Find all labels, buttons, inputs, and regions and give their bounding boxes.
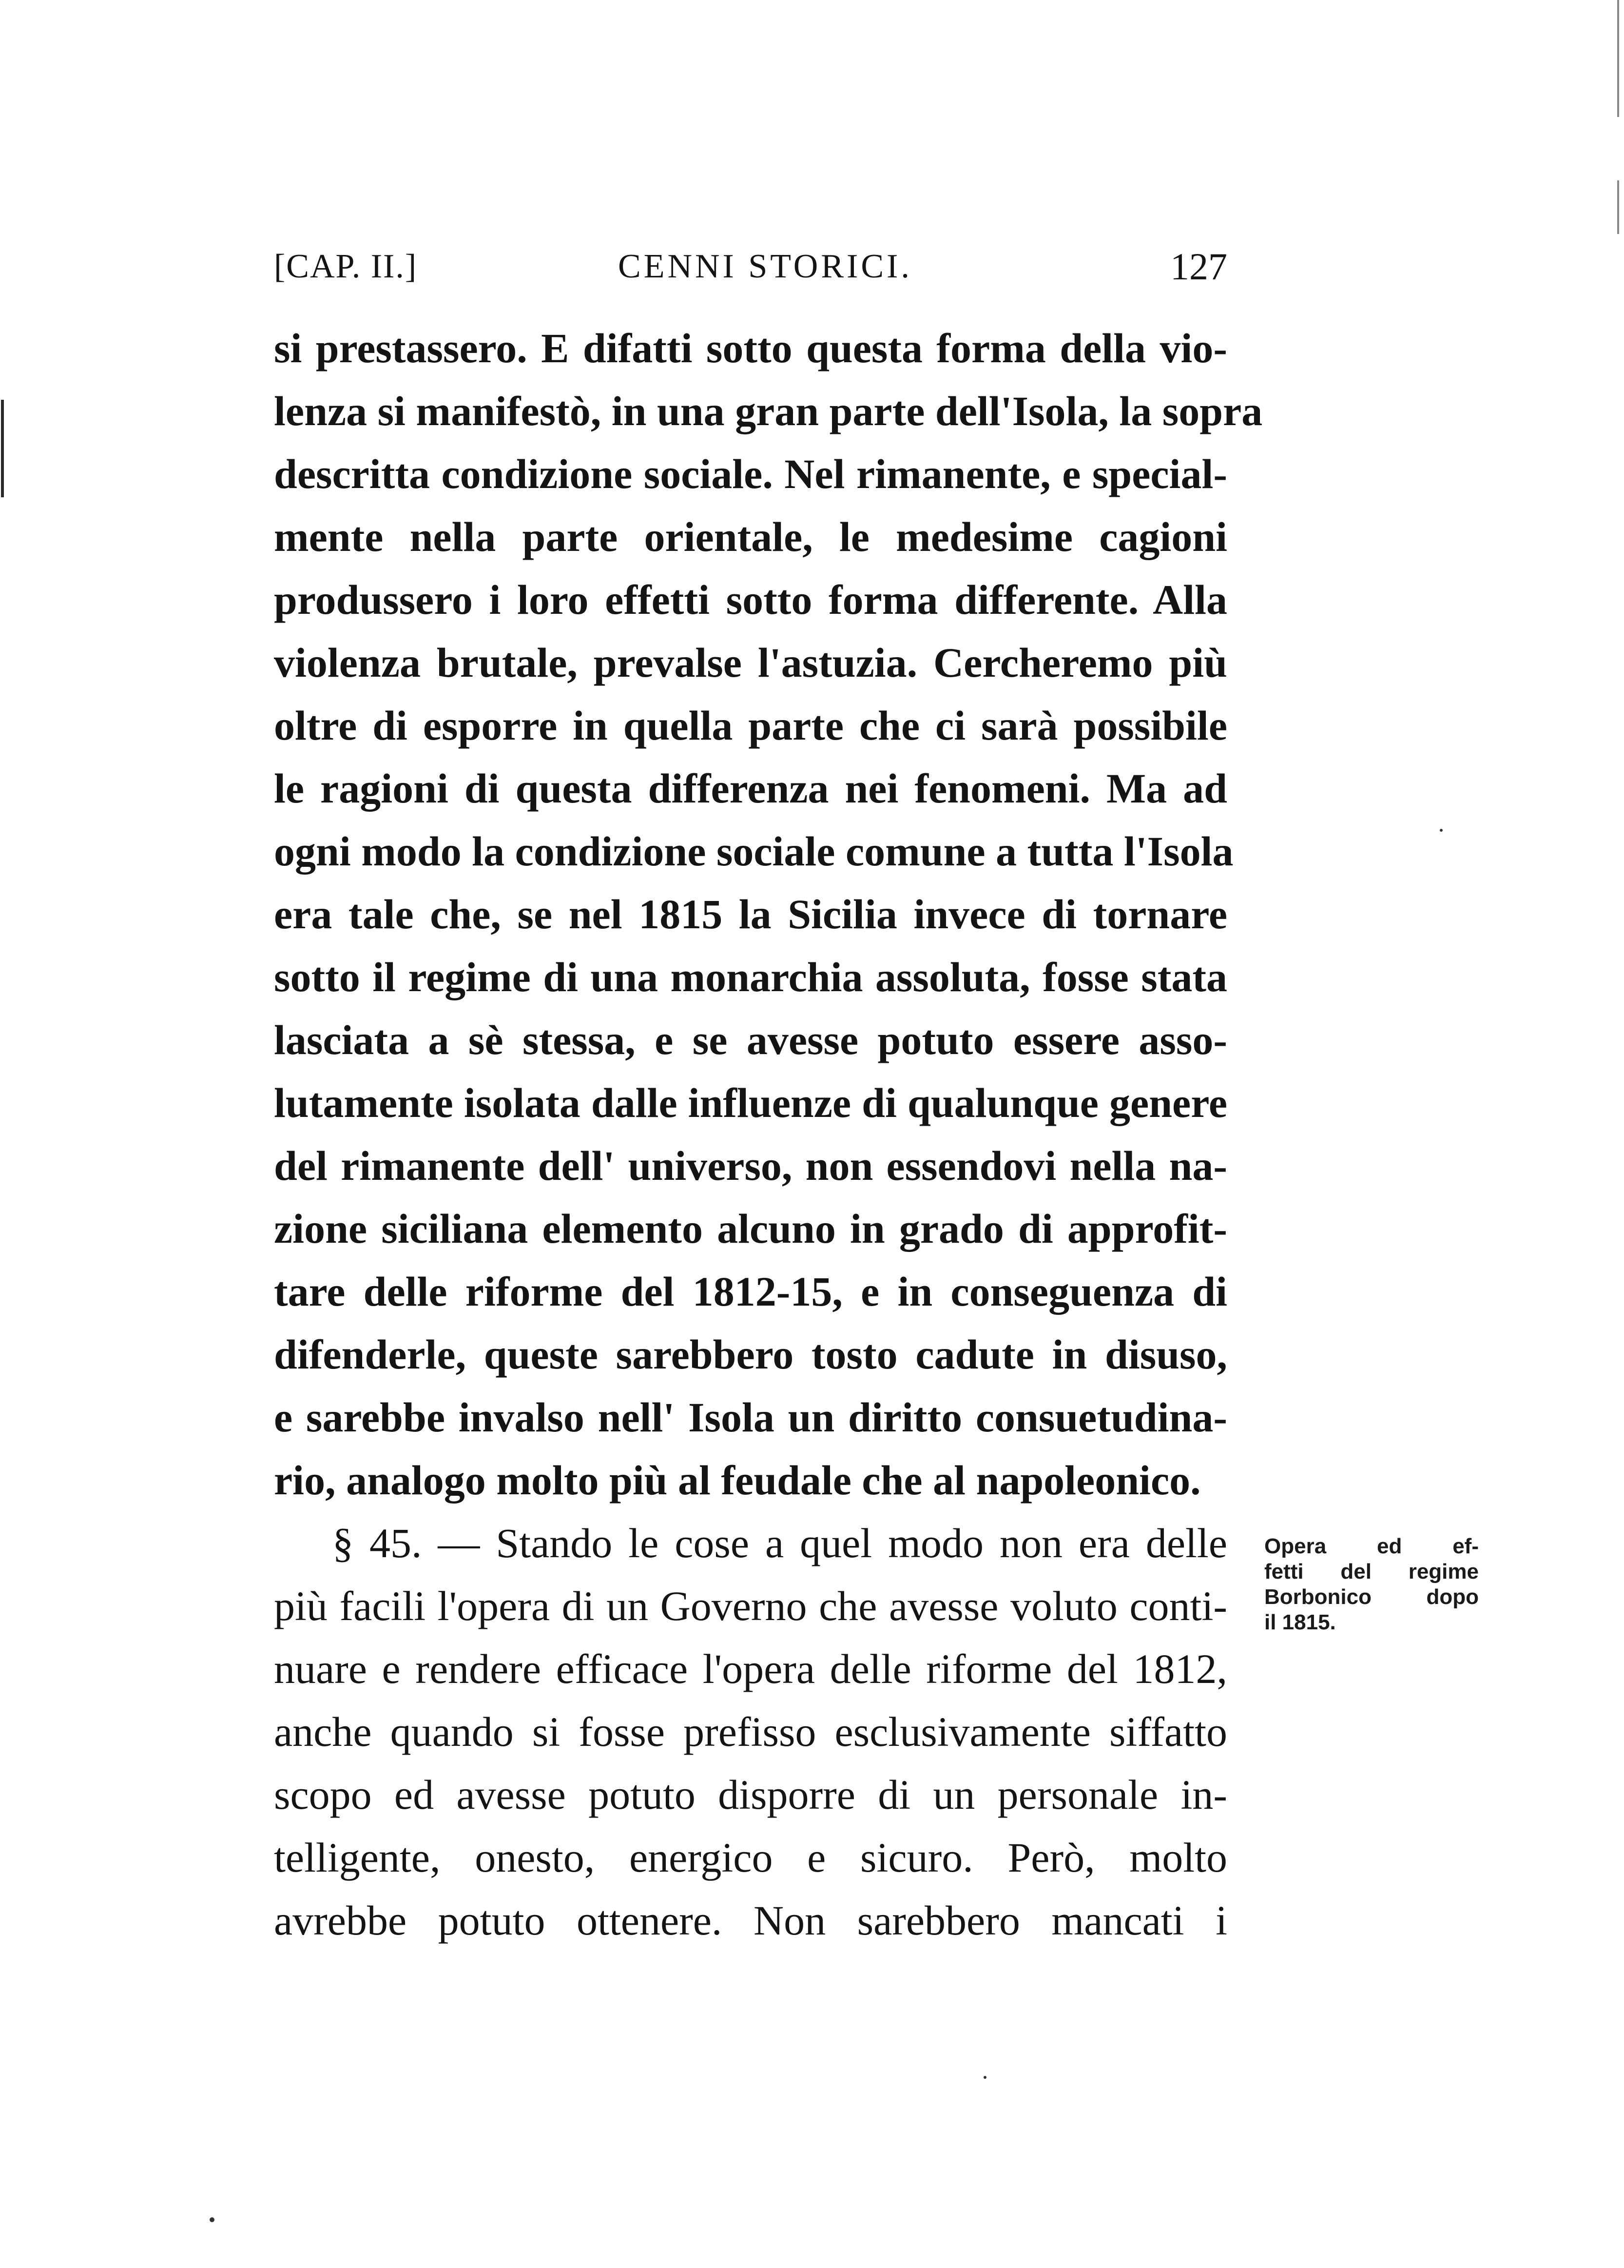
text-line: anche quando si fosse prefisso esclusivamente siffatto — [274, 1708, 1227, 1755]
margin-note-line: Borbonico dopo — [1264, 1585, 1479, 1609]
margin-note-line: Opera ed ef- — [1264, 1534, 1479, 1558]
margin-note-line: il 1815. — [1264, 1610, 1336, 1634]
text-line: descritta condizione sociale. Nel rimanente, e special- — [274, 450, 1227, 497]
scan-speck — [984, 2076, 986, 2079]
margin-note-line: fetti del regime — [1264, 1560, 1479, 1584]
text-line: e sarebbe invalso nell' Isola un diritto consuetudina- — [274, 1394, 1227, 1441]
running-header — [274, 240, 1227, 293]
text-line: violenza brutale, prevalse l'astuzia. Cercheremo più — [274, 639, 1227, 686]
page-number: 127 — [1170, 245, 1227, 288]
scan-edge-mark — [1617, 0, 1619, 117]
body-text — [274, 317, 1263, 1952]
text-line: lutamente isolata dalle influenze di qualunque genere — [274, 1079, 1227, 1126]
text-line: tare delle riforme del 1812-15, e in conseguenza di — [274, 1268, 1227, 1315]
scan-edge-mark — [1617, 180, 1619, 234]
scan-speck — [210, 2217, 214, 2222]
text-line: più facili l'opera di un Governo che avesse voluto conti- — [274, 1583, 1227, 1629]
text-line: produssero i loro effetti sotto forma differente. Alla — [274, 576, 1227, 623]
text-line: lenza si manifestò, in una gran parte dell'Isola, la sopra — [274, 388, 1263, 434]
text-line: telligente, onesto, energico e sicuro. Però, molto — [274, 1834, 1227, 1881]
text-line: oltre di esporre in quella parte che ci sarà possibile — [274, 702, 1227, 749]
text-line: ogni modo la condizione sociale comune a tutta l'Isola — [274, 828, 1234, 875]
text-line: difenderle, queste sarebbero tosto cadute in disuso, — [274, 1331, 1227, 1378]
text-line: lasciata a sè stessa, e se avesse potuto essere asso- — [274, 1017, 1227, 1063]
text-line: del rimanente dell' universo, non essendovi nella na- — [274, 1142, 1227, 1189]
text-line: le ragioni di questa differenza nei fenomeni. Ma ad — [274, 765, 1227, 812]
text-line: era tale che, se nel 1815 la Sicilia invece di tornare — [274, 891, 1227, 938]
text-line: scopo ed avesse potuto disporre di un personale in- — [274, 1771, 1227, 1818]
text-line: avrebbe potuto ottenere. Non sarebbero mancati i — [274, 1897, 1227, 1944]
text-line: sotto il regime di una monarchia assoluta, fosse stata — [274, 954, 1227, 1000]
scan-edge-mark — [1, 400, 4, 497]
text-line: nuare e rendere efficace l'opera delle riforme del 1812, — [274, 1645, 1227, 1692]
chapter-label: [CAP. II.] — [274, 248, 418, 285]
running-title: CENNI STORICI. — [618, 248, 912, 285]
section-heading-line: § 45. — Stando le cose a quel modo non era delle — [332, 1520, 1227, 1566]
text-line: si prestassero. E difatti sotto questa forma della vio- — [274, 325, 1227, 371]
scan-speck — [1440, 829, 1443, 832]
text-line: rio, analogo molto più al feudale che al napoleonico. — [274, 1457, 1201, 1504]
margin-note — [1264, 1534, 1479, 1635]
text-line: zione siciliana elemento alcuno in grado di approfit- — [274, 1205, 1227, 1252]
text-line: mente nella parte orientale, le medesime cagioni — [274, 513, 1227, 560]
